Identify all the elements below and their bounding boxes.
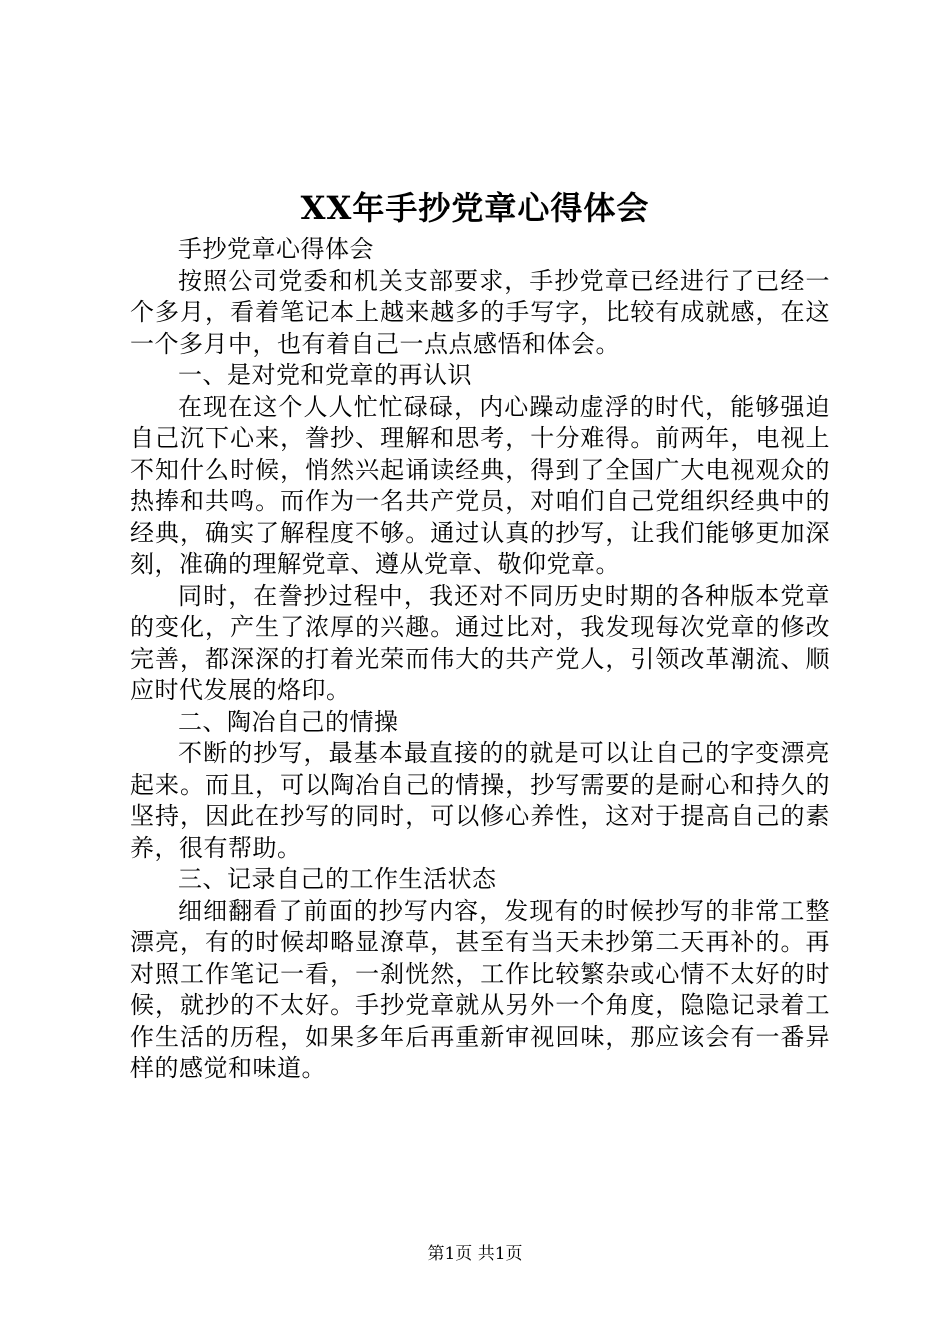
document-body: [130, 234, 830, 1085]
section-1-paragraph-1: 在现在这个人人忙忙碌碌，内心躁动虚浮的时代，能够强迫自己沉下心来，誊抄、理解和思考，十分难得。前两年，电视上不知什么时候，悄然兴起诵读经典，得到了全国广大电视观众的热捧和共鸣。而作为一名共产党员，对咱们自己党组织经典中的经典，确实了解程度不够。通过认真的抄写，让我们能够更加深刻，准确的理解党章、遵从党章、敬仰党章。: [130, 392, 830, 578]
section-3-paragraph: 细细翻看了前面的抄写内容，发现有的时候抄写的非常工整漂亮，有的时候却略显潦草，甚至有当天未抄第二天再补的。再对照工作笔记一看，一刹恍然，工作比较繁杂或心情不太好的时候，就抄的不太好。手抄党章就从另外一个角度，隐隐记录着工作生活的历程，如果多年后再重新审视回味，那应该会有一番异样的感觉和味道。: [130, 896, 830, 1082]
section-2-paragraph: 不断的抄写，最基本最直接的的就是可以让自己的字变漂亮起来。而且，可以陶冶自己的情操，抄写需要的是耐心和持久的坚持，因此在抄写的同时，可以修心养性，这对于提高自己的素养，很有帮助。: [130, 739, 830, 862]
subtitle-paragraph: 手抄党章心得体会: [178, 235, 374, 263]
section-heading-2: 二、陶冶自己的情操: [178, 707, 399, 736]
section-heading-1: 一、是对党和党章的再认识: [178, 361, 472, 389]
intro-paragraph: 按照公司党委和机关支部要求，手抄党章已经进行了已经一个多月，看着笔记本上越来越多的手写字，比较有成就感，在这一个多月中，也有着自己一点点感悟和体会。: [130, 266, 830, 358]
section-heading-3: 三、记录自己的工作生活状态: [178, 865, 497, 893]
section-1-paragraph-2: 同时，在誊抄过程中，我还对不同历史时期的各种版本党章的变化，产生了浓厚的兴趣。通过比对，我发现每次党章的修改完善，都深深的打着光荣而伟大的共产党人，引领改革潮流、顺应时代发展的烙印。: [130, 581, 830, 704]
page-footer: 第1页 共1页: [427, 1244, 523, 1264]
document-title: XX年手抄党章心得体会: [300, 189, 650, 227]
